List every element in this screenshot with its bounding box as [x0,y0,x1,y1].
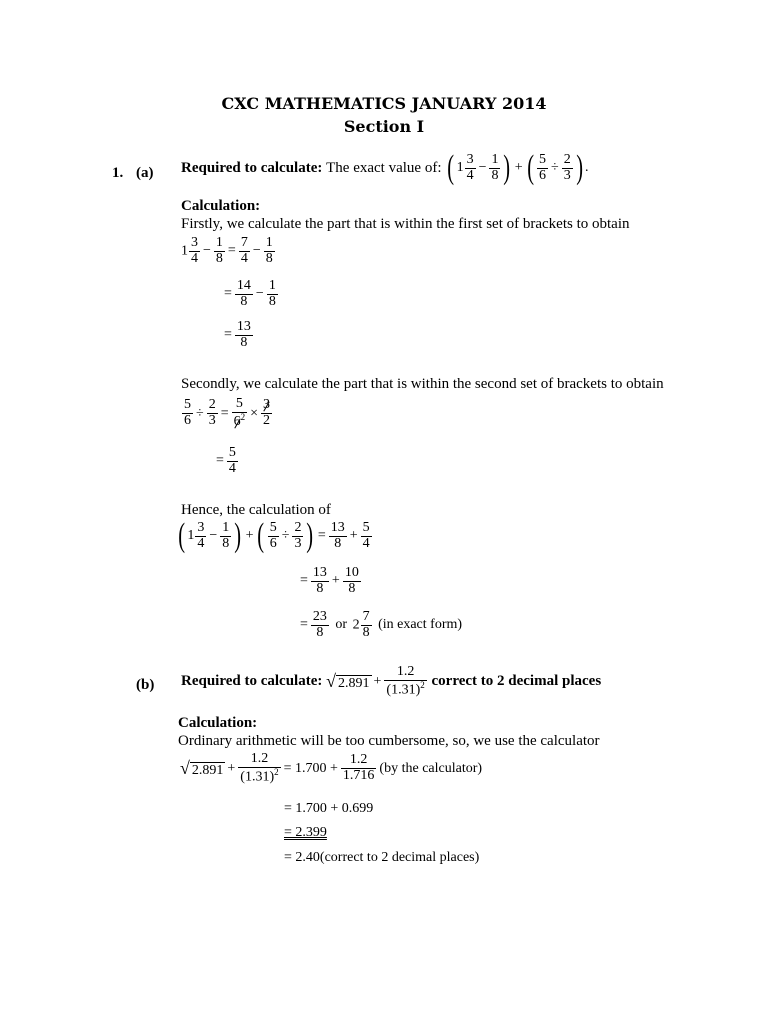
ordinary-text: Ordinary arithmetic will be too cumbersome, so, we use the calculator [178,733,600,749]
work-line-1: 1 $\frac{3}{4}$ − $\frac{1}{8}$ = $\frac{7}{4}$ − $\frac{1}{8}$ [181,235,273,266]
approx-value: = 2.399 [284,825,327,840]
question-part-b: (b) [136,677,155,693]
expression-b: √ 2.891 + $\frac{1.2}{(1.31)^2}$ [326,664,425,698]
required-text: The exact value of: [326,159,442,176]
work-line-11 [284,825,327,841]
work-line-12 [284,850,479,866]
final-answer: = 2.40 [284,850,320,865]
section-heading: Section I [343,117,425,136]
work-line-9: √ 2.891 + $\frac{1.2}{(1.31)^2}$ = 1.700 + $\frac{1.2}{1.716}$ (by the calculator) [180,751,483,785]
calculation-label-a: Calculation: [181,198,261,214]
work-line-2: = $\frac{14}{8}$ − $\frac{1}{8}$ [224,278,276,309]
required-tail-b: correct to 2 decimal places [431,673,602,690]
required-label-b: Required to calculate: [181,673,323,690]
work-line-5: = $\frac{5}{4}$ [216,445,236,476]
secondly-text: Secondly, we calculate the part that is within the second set of brackets to obtain [181,376,664,392]
hence-text: Hence, the calculation of [181,502,331,518]
work-line-3: = $\frac{13}{8}$ [224,319,251,350]
required-label: Required to calculate: [181,159,323,176]
or-word: or [335,617,348,633]
question-number: 1. [112,165,124,181]
calculation-label-b: Calculation: [178,715,258,731]
work-line-7: = $\frac{13}{8}$ + $\frac{10}{8}$ [300,565,359,596]
q1a-requirement [181,151,589,185]
by-calculator-note: (by the calculator) [379,760,483,776]
work-line-4: $\frac{5}{6}$ ÷ $\frac{2}{3}$ = $\frac{5}{6^2}$ × $\frac{3}{2}$ [184,396,270,430]
exact-form-note: (in exact form) [378,617,463,633]
decimal-note: (correct to 2 decimal places) [319,850,480,865]
work-line-6: ( 1 $\frac{3}{4}$ − $\frac{1}{8}$ ) + ( $\frac{5}{6}$ ÷ $\frac{2}{3}$ ) = $\frac{13}{8}$ + $\frac{5}{4}$ [178,517,370,554]
firstly-text: Firstly, we calculate the part that is within the first set of brackets to obtain [181,216,630,232]
work-line-8: = $\frac{23}{8}$ or 2 $\frac{7}{8}$ (in exact form) [300,609,463,640]
work-line-10: = 1.700 + 0.699 [284,801,374,816]
q1b-requirement [181,665,601,698]
expression-a: ( 1 $\frac{3}{4}$ − $\frac{1}{8}$ ) + ( $\frac{5}{6}$ ÷ $\frac{2}{3}$ ) . [447,149,589,186]
page-title: CXC MATHEMATICS JANUARY 2014 [221,94,547,113]
question-part-a: (a) [136,165,154,181]
